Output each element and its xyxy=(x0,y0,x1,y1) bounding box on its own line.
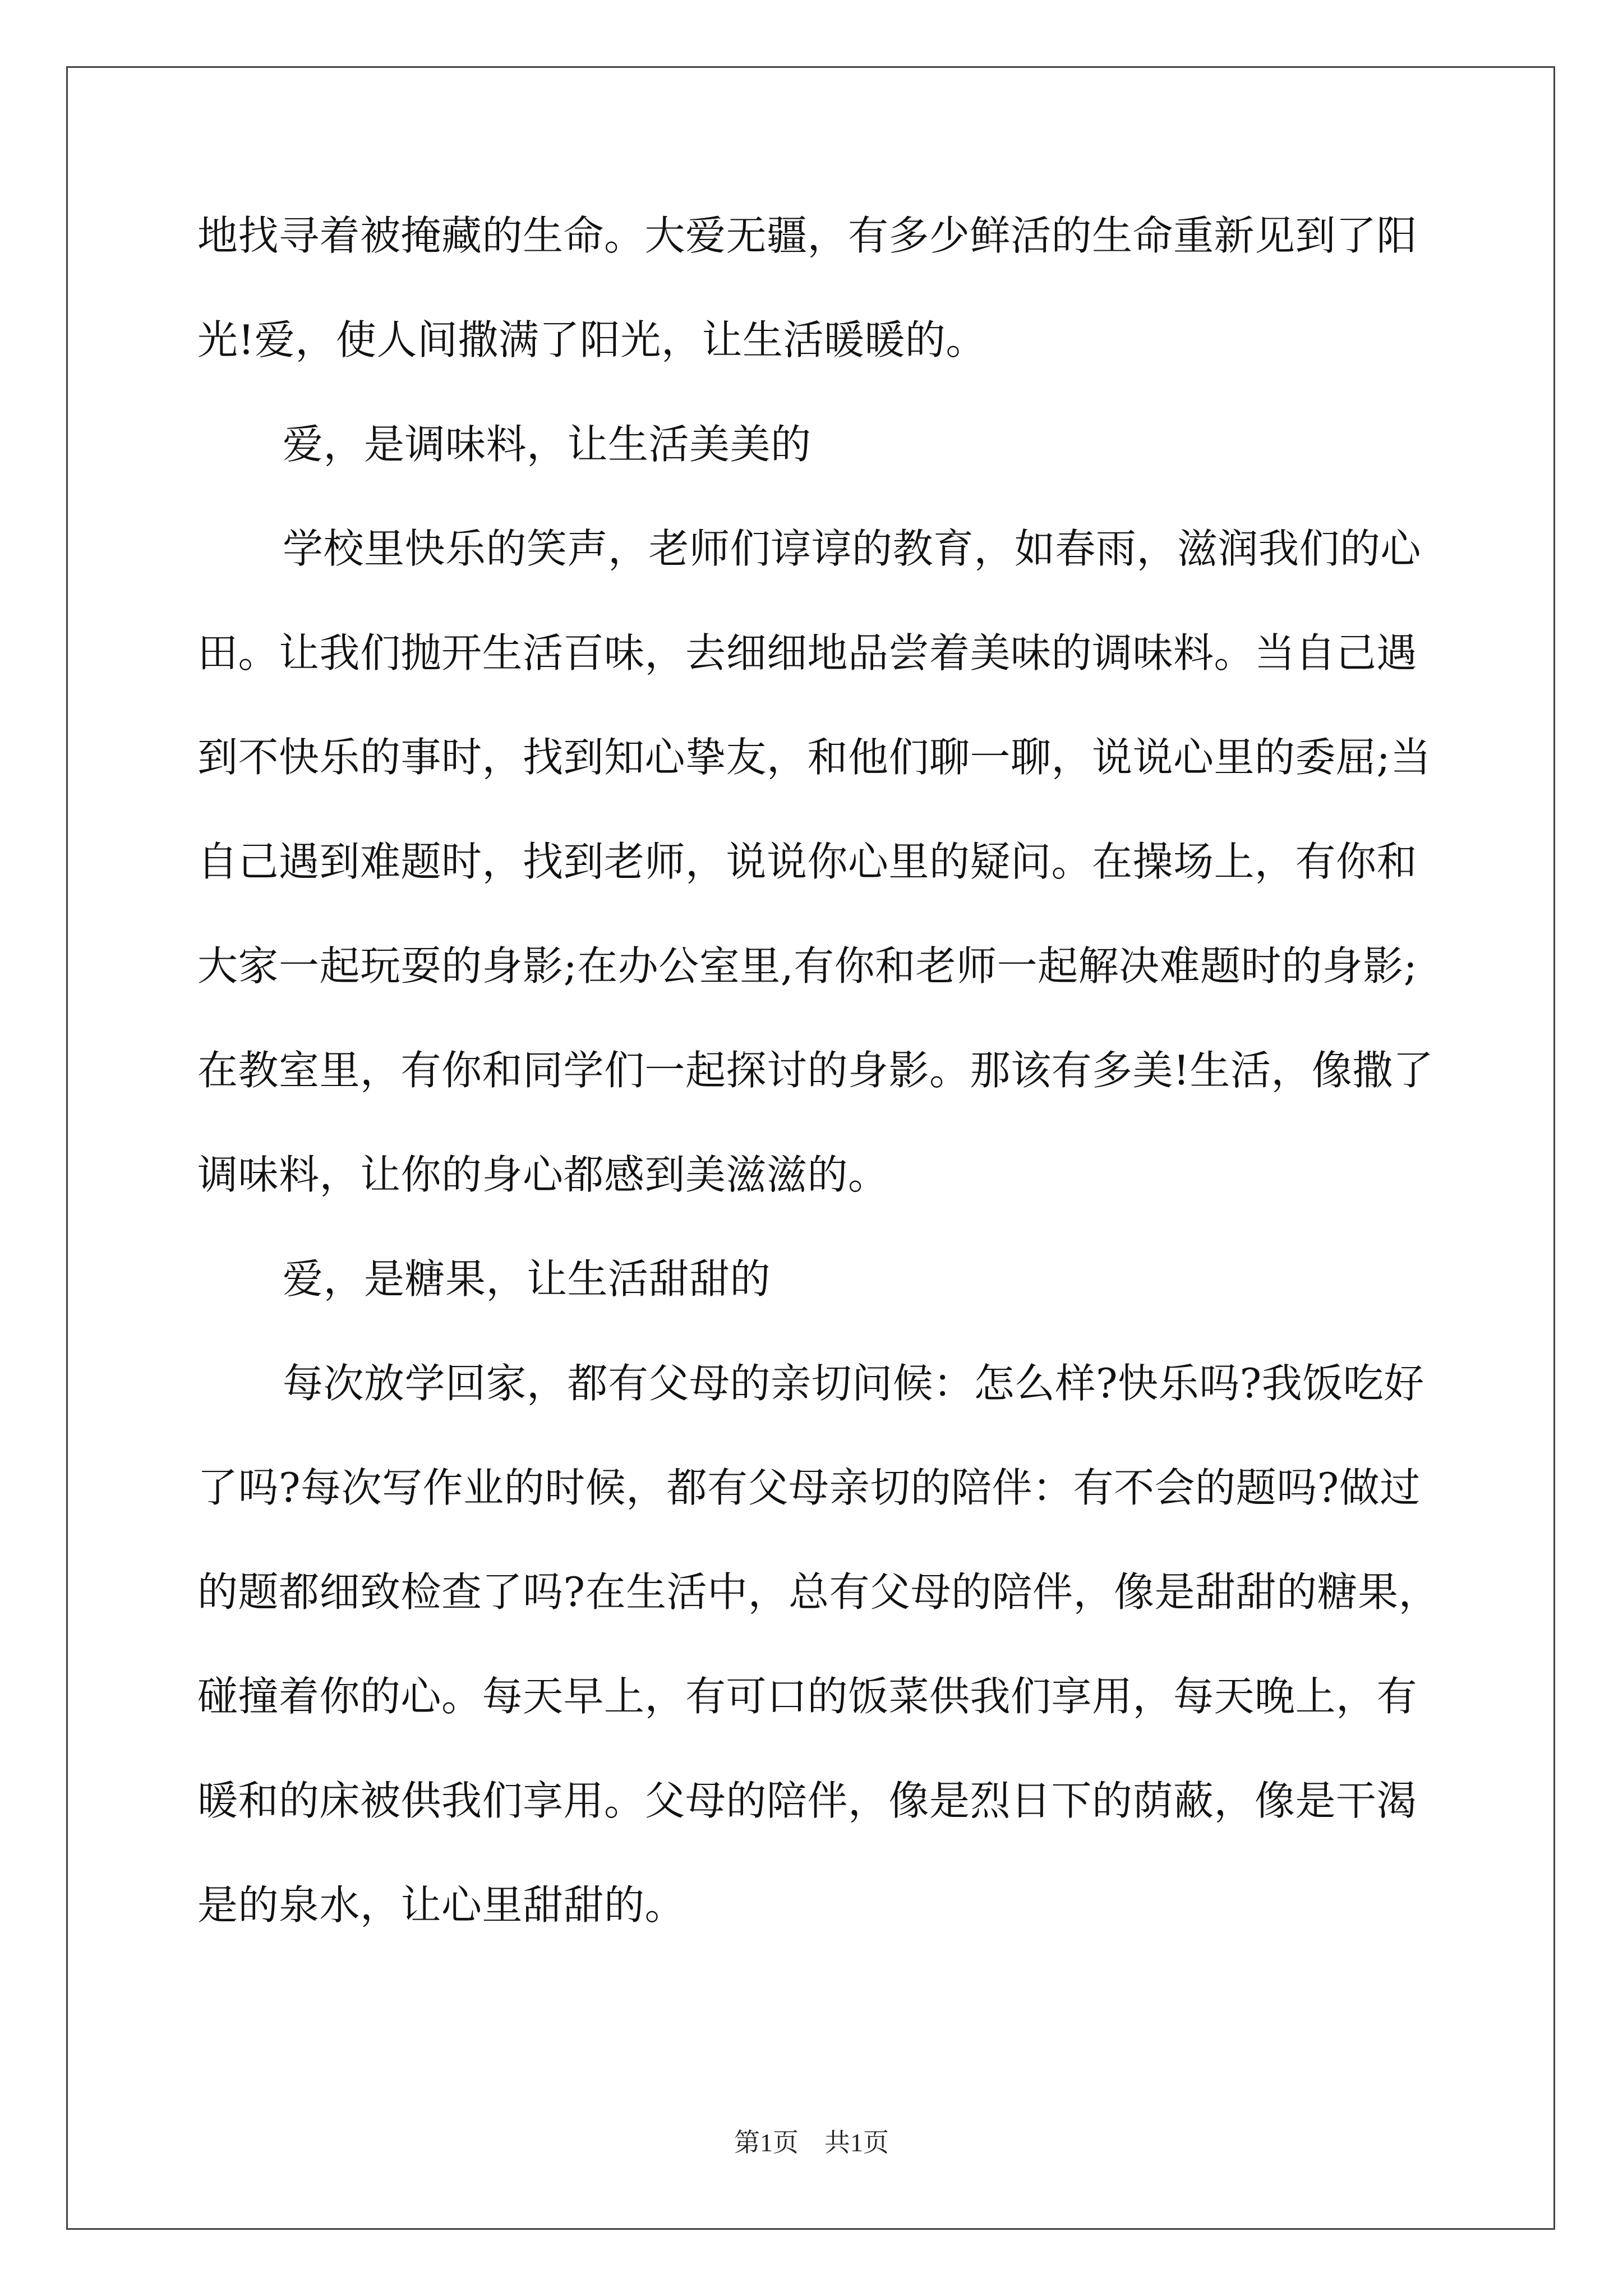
text-line: 调味料，让你的身心都感到美滋滋的。 xyxy=(197,1151,889,1198)
text-line: 了吗?每次写作业的时候，都有父母亲切的陪伴：有不会的题吗?做过 xyxy=(197,1464,1421,1511)
page-number: 第1页 共1页 xyxy=(734,2128,889,2157)
text-line: 到不快乐的事时，找到知心挚友，和他们聊一聊，说说心里的委屈;当 xyxy=(197,734,1431,781)
text-line: 在教室里，有你和同学们一起探讨的身影。那该有多美!生活，像撒了 xyxy=(197,1047,1434,1094)
section-heading: 爱，是调味料，让生活美美的 xyxy=(283,421,811,468)
text-line: 地找寻着被掩藏的生命。大爱无疆，有多少鲜活的生命重新见到了阳 xyxy=(197,212,1418,259)
text-line: 的题都细致检查了吗?在生活中，总有父母的陪伴，像是甜甜的糖果， xyxy=(197,1568,1440,1616)
paragraph-start: 每次放学回家，都有父母的亲切问候：怎么样?快乐吗?我饭吃好 xyxy=(283,1360,1424,1407)
section-heading: 爱，是糖果，让生活甜甜的 xyxy=(283,1255,771,1303)
text-line: 田。让我们抛开生活百味，去细细地品尝着美味的调味料。当自己遇 xyxy=(197,629,1418,677)
document-body xyxy=(197,209,1440,1982)
paragraph-start: 学校里快乐的笑声，老师们谆谆的教育，如春雨，滋润我们的心 xyxy=(283,525,1422,572)
text-line: 是的泉水，让心里甜甜的。 xyxy=(197,1881,686,1929)
text-line: 光!爱，使人间撒满了阳光，让生活暖暖的。 xyxy=(197,316,986,364)
text-line: 大家一起玩耍的身影;在办公室里,有你和老师一起解决难题时的身影; xyxy=(197,942,1418,990)
text-line: 暖和的床被供我们享用。父母的陪伴，像是烈日下的荫蔽，像是干渴 xyxy=(197,1777,1418,1824)
text-line: 碰撞着你的心。每天早上，有可口的饭菜供我们享用，每天晚上，有 xyxy=(197,1673,1418,1720)
text-line: 自己遇到难题时，找到老师，说说你心里的疑问。在操场上，有你和 xyxy=(197,838,1418,885)
